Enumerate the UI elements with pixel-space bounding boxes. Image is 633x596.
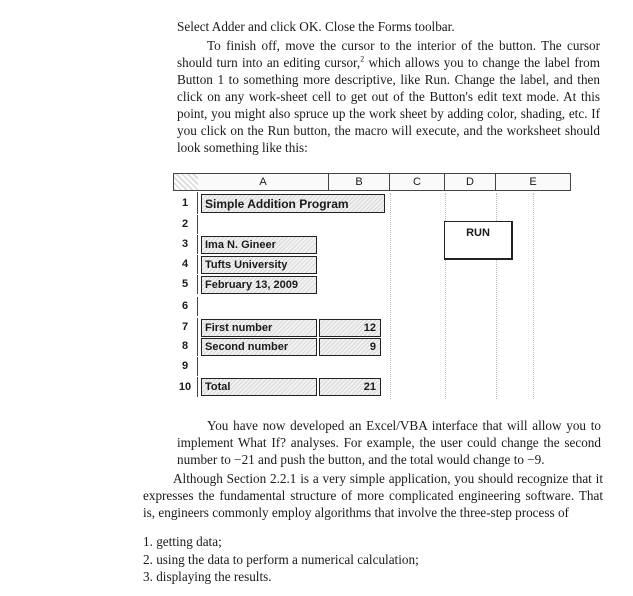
row-header-7: 7	[173, 318, 198, 337]
paragraph-although: Although Section 2.2.1 is a very simple application, you should recognize that it expresses the fundamental structure of more complicated engineering software. That is, engineers commonly employ algorithms that involve the three-step process of	[143, 471, 603, 520]
column-header-a: A	[198, 173, 329, 191]
paragraph-finish-off-text: To finish off, move the cursor to the interior of the button. The cursor should turn into an editing cursor,	[177, 38, 600, 70]
cell-second-number-label[interactable]: Second number	[201, 338, 317, 356]
row-header-4: 4	[173, 255, 198, 274]
cell-second-number-value[interactable]: 9	[319, 338, 381, 356]
row-header-8: 8	[173, 337, 198, 356]
gridline	[390, 193, 391, 399]
paragraph-what-if: You have now developed an Excel/VBA interface that will allow you to implement What If? analyses. For example, the user could change the second number to −21 and push the button, and the total would change to −9.	[177, 418, 601, 467]
paragraph-finish-off-text-cont: which allows you to change the label from Button 1 to something more descriptive, like Run. Change the label, and then click on any work-sheet cell to get out of the Button's edit text mode. At this point, you might also spruce up the work sheet by adding color, shading, etc. If you click on the Run button, the macro will execute, and the worksheet should look something like this:	[177, 55, 600, 155]
paragraph-select-adder: Select Adder and click OK. Close the Forms toolbar.	[177, 19, 455, 34]
steps-list	[143, 533, 419, 586]
column-header-c: C	[390, 173, 445, 191]
row-header-2: 2	[173, 215, 198, 234]
cell-title[interactable]: Simple Addition Program	[201, 194, 385, 213]
gridline	[533, 193, 534, 399]
footnote-marker: 2	[360, 54, 365, 64]
row-header-9: 9	[173, 357, 198, 376]
row-header-1: 1	[173, 192, 198, 214]
column-header-d: D	[445, 173, 496, 191]
cell-name[interactable]: Ima N. Gineer	[201, 236, 317, 254]
cell-first-number-label[interactable]: First number	[201, 319, 317, 337]
row-header-5: 5	[173, 275, 198, 294]
cell-university[interactable]: Tufts University	[201, 256, 317, 274]
list-item: 2. using the data to perform a numerical calculation;	[143, 551, 419, 567]
worksheet-figure	[173, 173, 573, 403]
paragraph-finish-off	[177, 37, 600, 156]
cell-total-label[interactable]: Total	[201, 378, 317, 396]
row-header-3: 3	[173, 235, 198, 254]
list-item: 1. getting data;	[143, 534, 222, 549]
row-header-6: 6	[173, 297, 198, 316]
cell-total-value[interactable]: 21	[319, 378, 381, 396]
cell-date[interactable]: February 13, 2009	[201, 276, 317, 294]
cell-first-number-value[interactable]: 12	[319, 319, 381, 337]
column-header-e: E	[496, 173, 571, 191]
run-button[interactable]: RUN	[444, 221, 513, 260]
column-header-b: B	[329, 173, 390, 191]
list-item: 3. displaying the results.	[143, 569, 272, 584]
select-all-corner	[173, 173, 199, 191]
row-header-10: 10	[173, 377, 198, 397]
